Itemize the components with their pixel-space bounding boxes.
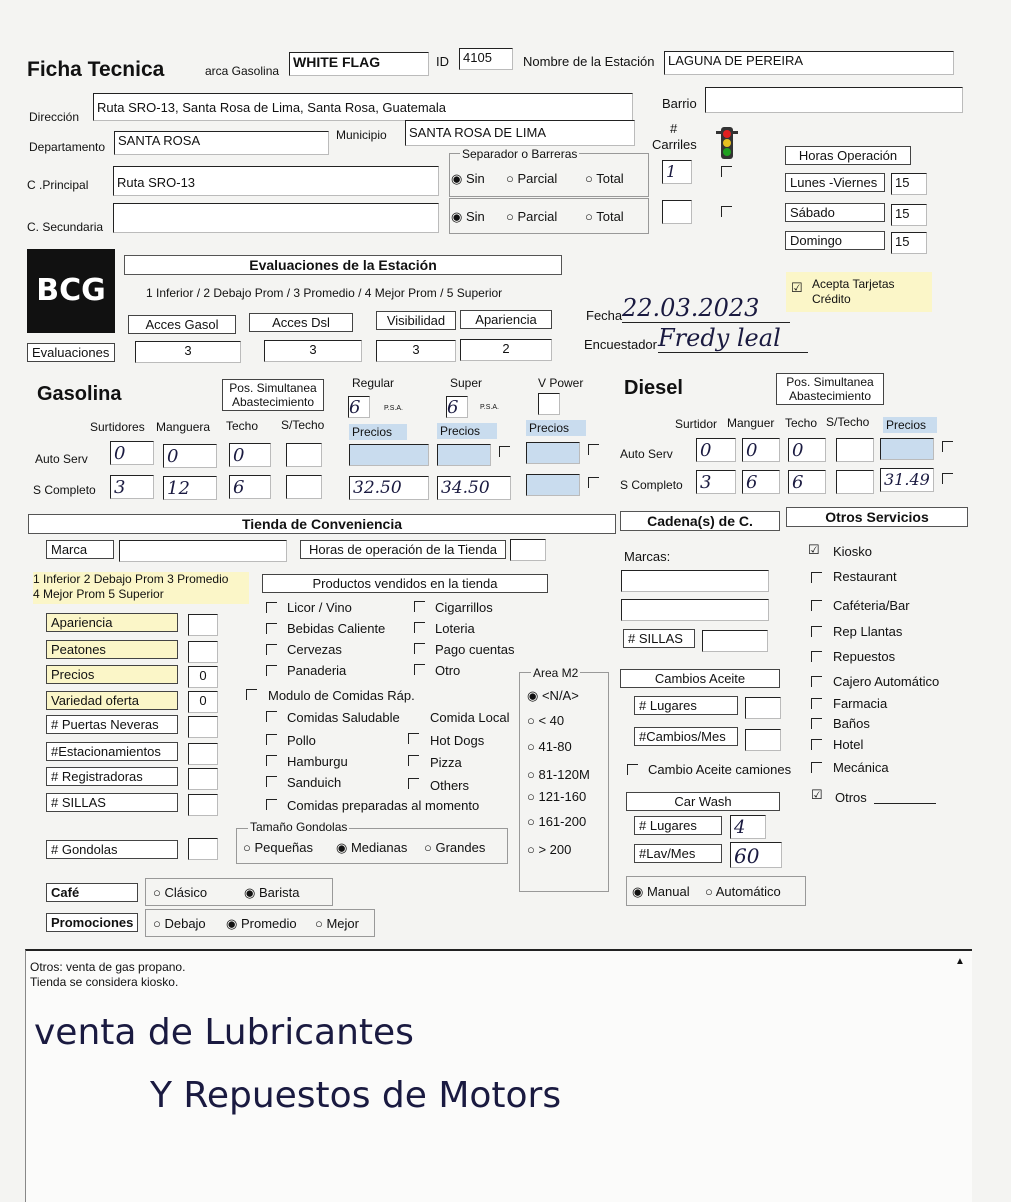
scroll-up-icon[interactable]: ▲ bbox=[955, 956, 965, 967]
area-opt-5[interactable]: ○ 161-200 bbox=[527, 814, 587, 829]
sabado-field[interactable]: 15 bbox=[891, 204, 927, 226]
gas-pos-sim-label: Pos. Simultanea Abastecimiento bbox=[222, 379, 324, 411]
cprincipal-field[interactable]: Ruta SRO-13 bbox=[113, 166, 439, 196]
diesel-as-surt-value: 0 bbox=[700, 440, 712, 461]
mecanica-check[interactable] bbox=[811, 762, 822, 773]
tienda-title: Tienda de Conveniencia bbox=[28, 514, 616, 534]
notes-line2: Tienda se considera kiosko. bbox=[30, 975, 179, 989]
acces-dsl-label: Acces Dsl bbox=[249, 313, 353, 332]
diesel-as-surt-field[interactable] bbox=[696, 438, 736, 462]
separador1-parcial[interactable]: ○ Parcial bbox=[506, 171, 558, 186]
cadena-sillas-field[interactable] bbox=[702, 630, 768, 652]
departamento-label: Departamento bbox=[29, 140, 106, 154]
debajo-label: Debajo bbox=[164, 916, 206, 931]
variedad-label: Variedad oferta bbox=[46, 691, 178, 710]
techo-header: Techo bbox=[226, 419, 259, 433]
tienda-scale bbox=[33, 572, 249, 604]
gas-sc-mang-field[interactable] bbox=[163, 476, 217, 500]
lav-mes-label: #Lav/Mes bbox=[634, 844, 722, 863]
regular-label: Regular bbox=[352, 376, 395, 390]
cigarrillos-check[interactable] bbox=[414, 601, 425, 612]
gas-as-stecho-field[interactable] bbox=[286, 443, 322, 467]
car-wash-label: Car Wash bbox=[626, 792, 780, 811]
cigarrillos-label: Cigarrillos bbox=[435, 600, 493, 615]
gas-as-techo-field[interactable] bbox=[229, 443, 271, 467]
apariencia-label: Apariencia bbox=[460, 310, 552, 329]
eval-acces-gasol-field[interactable]: 3 bbox=[135, 341, 241, 363]
camiones-check[interactable] bbox=[627, 764, 638, 775]
cambios-mes-label: #Cambios/Mes bbox=[634, 727, 738, 746]
tarjetas-check[interactable]: ☑ bbox=[791, 280, 803, 295]
separador1-sin-label: Sin bbox=[465, 171, 485, 186]
marca-field[interactable]: WHITE FLAG bbox=[289, 52, 429, 76]
bebidas-label: Bebidas Caliente bbox=[287, 621, 386, 636]
area-group bbox=[519, 672, 609, 892]
pizza-check[interactable] bbox=[408, 755, 419, 766]
carriles-field-1[interactable] bbox=[662, 160, 692, 184]
diesel-stecho-header: S/Techo bbox=[826, 415, 870, 429]
loteria-check[interactable] bbox=[414, 622, 425, 633]
diesel-sc-surt-field[interactable] bbox=[696, 470, 736, 494]
cw-lugares-field[interactable] bbox=[730, 815, 766, 839]
id-field[interactable]: 4105 bbox=[459, 48, 513, 70]
diesel-as-techo-field[interactable] bbox=[788, 438, 826, 462]
others-check[interactable] bbox=[408, 778, 419, 789]
departamento-field[interactable]: SANTA ROSA bbox=[114, 131, 329, 155]
cambios-lugares-label: # Lugares bbox=[634, 696, 738, 715]
cw-lugares-label: # Lugares bbox=[634, 816, 722, 835]
eval-visibilidad-field[interactable]: 3 bbox=[376, 340, 456, 362]
manual-label: Manual bbox=[646, 884, 690, 899]
csecundaria-field[interactable] bbox=[113, 203, 439, 233]
eval-acces-dsl-field[interactable]: 3 bbox=[264, 340, 362, 362]
hamburgu-check[interactable] bbox=[266, 755, 277, 766]
tienda-apariencia-label: Apariencia bbox=[46, 613, 178, 632]
gas-as-surt-value: 0 bbox=[114, 443, 126, 464]
gas-sc-mang-value: 12 bbox=[167, 478, 190, 499]
stecho-header: S/Techo bbox=[281, 418, 325, 432]
diesel-as-check[interactable] bbox=[942, 441, 953, 452]
horas-label: Horas Operación bbox=[785, 146, 911, 165]
otro-check[interactable] bbox=[414, 664, 425, 675]
diesel-title: Diesel bbox=[624, 377, 683, 399]
diesel-sc-check[interactable] bbox=[942, 473, 953, 484]
vpower-psa-field[interactable] bbox=[538, 393, 560, 415]
panaderia-check[interactable] bbox=[266, 665, 277, 676]
preparadas-check[interactable] bbox=[266, 799, 277, 810]
registradoras-field[interactable] bbox=[188, 768, 218, 790]
area-opt-2-label: 41-80 bbox=[538, 739, 572, 754]
direccion-label: Dirección bbox=[29, 110, 80, 124]
area-opt-6-label: > 200 bbox=[538, 842, 572, 857]
otro-label: Otro bbox=[435, 663, 461, 678]
bcg-logo: BCG bbox=[27, 249, 115, 333]
gasolina-title: Gasolina bbox=[37, 383, 122, 405]
rep-llantas-label: Rep Llantas bbox=[833, 624, 903, 639]
carriles-check-1[interactable] bbox=[721, 166, 732, 177]
tienda-sillas-field[interactable] bbox=[188, 794, 218, 816]
hamburgu-label: Hamburgu bbox=[287, 754, 348, 769]
productos-label: Productos vendidos en la tienda bbox=[262, 574, 548, 593]
gas-sc-precio-super[interactable] bbox=[437, 476, 511, 500]
notes-line1: Otros: venta de gas propano. bbox=[30, 960, 186, 974]
pollo-label: Pollo bbox=[287, 733, 316, 748]
precio-super-value: 34.50 bbox=[441, 478, 490, 498]
licor-label: Licor / Vino bbox=[287, 600, 352, 615]
gondolas-field[interactable] bbox=[188, 838, 218, 860]
gas-as-check-2[interactable] bbox=[588, 444, 599, 455]
separador2-sin[interactable]: ◉ Sin bbox=[451, 209, 485, 224]
evaluaciones-row-label: Evaluaciones bbox=[27, 343, 115, 362]
marca-label: arca Gasolina bbox=[205, 64, 280, 78]
area-opt-1-label: < 40 bbox=[538, 713, 565, 728]
municipio-label: Municipio bbox=[336, 128, 387, 142]
tienda-marca-field[interactable] bbox=[119, 540, 287, 562]
precio-regular-value: 32.50 bbox=[353, 478, 402, 498]
diesel-sc-surt-value: 3 bbox=[700, 472, 712, 493]
precios-vpower-header: Precios bbox=[526, 420, 586, 436]
registradoras-label: # Registradoras bbox=[46, 767, 178, 786]
repuestos-label: Repuestos bbox=[833, 649, 896, 664]
area-title: Area M2 bbox=[533, 666, 579, 680]
hotdogs-check[interactable] bbox=[408, 733, 419, 744]
banos-label: Baños bbox=[833, 716, 870, 731]
diesel-sc-techo-value: 6 bbox=[792, 472, 804, 493]
evaluaciones-scale: 1 Inferior / 2 Debajo Prom / 3 Promedio / 4 Mejor Prom / 5 Superior bbox=[146, 286, 503, 300]
pago-label: Pago cuentas bbox=[435, 642, 515, 657]
diesel-sc-mang-value: 6 bbox=[746, 472, 758, 493]
automatico-radio[interactable]: ○ Automático bbox=[705, 884, 781, 899]
mejor-radio[interactable]: ○ Mejor bbox=[315, 916, 359, 931]
fecha-label: Fecha bbox=[586, 308, 623, 323]
diesel-precio-value: 31.49 bbox=[884, 470, 930, 489]
manguera-header: Manguera bbox=[156, 420, 211, 434]
notes-handwritten-2: Y Repuestos de Motors bbox=[150, 1075, 562, 1116]
estacionamientos-field[interactable] bbox=[188, 743, 218, 765]
restaurant-check[interactable] bbox=[811, 572, 822, 583]
carriles-field-2[interactable] bbox=[662, 200, 692, 224]
pollo-check[interactable] bbox=[266, 734, 277, 745]
nombre-label: Nombre de la Estación bbox=[523, 54, 655, 69]
gas-as-precio-regular[interactable] bbox=[349, 444, 429, 466]
peatones-label: Peatones bbox=[46, 640, 178, 659]
rep-llantas-check[interactable] bbox=[811, 626, 822, 637]
vpower-label: V Power bbox=[538, 376, 584, 390]
carriles-hash: # bbox=[670, 121, 678, 136]
visibilidad-label: Visibilidad bbox=[376, 311, 456, 330]
cafeteria-check[interactable] bbox=[811, 600, 822, 611]
separador2-total-label: Total bbox=[596, 209, 624, 224]
cprincipal-label: C .Principal bbox=[27, 178, 89, 192]
diesel-as-precio[interactable] bbox=[880, 438, 934, 460]
marcas-label: Marcas: bbox=[624, 549, 671, 564]
carriles-value: 1 bbox=[666, 162, 677, 181]
tarjetas-label: Acepta Tarjetas Crédito bbox=[812, 277, 895, 306]
gondolas-label: # Gondolas bbox=[46, 840, 178, 859]
super-psa-label: P.S.A. bbox=[480, 404, 499, 411]
encuestador-label: Encuestador bbox=[584, 337, 657, 352]
hotel-check[interactable] bbox=[811, 739, 822, 750]
tienda-marca-label: Marca bbox=[46, 540, 114, 559]
puertas-label: # Puertas Neveras bbox=[46, 715, 178, 734]
eval-apariencia-field[interactable]: 2 bbox=[460, 339, 552, 361]
nombre-field[interactable]: LAGUNA DE PEREIRA bbox=[664, 51, 954, 75]
sanduich-check[interactable] bbox=[266, 776, 277, 787]
cajero-check[interactable] bbox=[811, 676, 822, 687]
tamano-label: Tamaño Gondolas bbox=[250, 820, 348, 834]
pequenas-label: Pequeñas bbox=[254, 840, 314, 855]
diesel-as-stecho-field[interactable] bbox=[836, 438, 874, 462]
gas-sc-precio-vpower[interactable] bbox=[526, 474, 580, 496]
diesel-manguer-header: Manguer bbox=[727, 416, 775, 430]
gas-sc-surt-field[interactable] bbox=[110, 475, 154, 499]
cervezas-label: Cervezas bbox=[287, 642, 342, 657]
gas-as-precio-vpower[interactable] bbox=[526, 442, 580, 464]
mejor-label: Mejor bbox=[326, 916, 359, 931]
marcas-field-2[interactable] bbox=[621, 599, 769, 621]
barrio-field[interactable] bbox=[705, 87, 963, 113]
promociones-label: Promociones bbox=[46, 913, 138, 932]
diesel-sc-techo-field[interactable] bbox=[788, 470, 826, 494]
pequenas-radio[interactable]: ○ Pequeñas bbox=[243, 840, 314, 855]
hotdogs-label: Hot Dogs bbox=[430, 733, 485, 748]
tienda-scale-line2: 4 Mejor Prom 5 Superior bbox=[33, 587, 164, 601]
lunes-label: Lunes -Viernes bbox=[785, 173, 885, 192]
precios-super-header: Precios bbox=[437, 423, 497, 439]
gas-as-check-1[interactable] bbox=[499, 446, 510, 457]
separador1-total[interactable]: ○ Total bbox=[585, 171, 624, 186]
gas-s-completo-label: S Completo bbox=[33, 483, 96, 497]
direccion-field[interactable]: Ruta SRO-13, Santa Rosa de Lima, Santa Rosa, Guatemala bbox=[93, 93, 633, 121]
regular-psa-field[interactable] bbox=[348, 396, 370, 418]
gas-sc-surt-value: 3 bbox=[114, 477, 126, 498]
preparadas-label: Comidas preparadas al momento bbox=[287, 798, 480, 813]
lav-mes-field[interactable] bbox=[730, 842, 782, 868]
diesel-auto-serv-label: Auto Serv bbox=[620, 447, 673, 461]
separador2-parcial[interactable]: ○ Parcial bbox=[506, 209, 558, 224]
domingo-label: Domingo bbox=[785, 231, 885, 250]
separador-label: Separador o Barreras bbox=[462, 147, 578, 161]
area-opt-4[interactable]: ○ 121-160 bbox=[527, 789, 587, 804]
peatones-field[interactable] bbox=[188, 641, 218, 663]
gas-auto-serv-label: Auto Serv bbox=[35, 452, 88, 466]
licor-check[interactable] bbox=[266, 602, 277, 613]
separador2-parcial-label: Parcial bbox=[517, 209, 558, 224]
modulo-label: Modulo de Comidas Ráp. bbox=[268, 688, 415, 703]
area-opt-2[interactable]: ○ 41-80 bbox=[527, 739, 572, 754]
cafe-label: Café bbox=[46, 883, 138, 902]
tienda-apariencia-field[interactable] bbox=[188, 614, 218, 636]
gas-as-mang-value: 0 bbox=[167, 446, 179, 467]
tienda-scale-line1: 1 Inferior 2 Debajo Prom 3 Promedio bbox=[33, 572, 229, 586]
encuestador-value[interactable]: Fredy leal bbox=[658, 324, 808, 353]
sabado-label: Sábado bbox=[785, 203, 885, 222]
precios-regular-header: Precios bbox=[349, 424, 407, 440]
puertas-field[interactable] bbox=[188, 716, 218, 738]
diesel-sc-precio[interactable] bbox=[880, 468, 934, 492]
grandes-radio[interactable]: ○ Grandes bbox=[424, 840, 486, 855]
diesel-as-mang-field[interactable] bbox=[742, 438, 780, 462]
restaurant-label: Restaurant bbox=[833, 569, 897, 584]
gas-sc-stecho-field[interactable] bbox=[286, 475, 322, 499]
diesel-sc-stecho-field[interactable] bbox=[836, 470, 874, 494]
panaderia-label: Panaderia bbox=[287, 663, 347, 678]
comida-local-label: Comida Local bbox=[430, 710, 510, 725]
otros-check[interactable]: ☑ bbox=[811, 787, 823, 802]
modulo-check[interactable] bbox=[246, 689, 257, 700]
area-opt-3[interactable]: ○ 81-120M bbox=[527, 767, 590, 782]
cambios-mes-field[interactable] bbox=[745, 729, 781, 751]
banos-check[interactable] bbox=[811, 718, 822, 729]
gas-as-mang-field[interactable] bbox=[163, 444, 217, 468]
promedio-label: Promedio bbox=[240, 916, 297, 931]
kiosko-check[interactable]: ☑ bbox=[808, 542, 820, 557]
others-label: Others bbox=[430, 778, 470, 793]
saludable-label: Comidas Saludable bbox=[287, 710, 400, 725]
tienda-precios-field[interactable]: 0 bbox=[188, 666, 218, 688]
surtidores-header: Surtidores bbox=[90, 420, 145, 434]
bebidas-check[interactable] bbox=[266, 623, 277, 634]
manual-radio[interactable]: ◉ Manual bbox=[632, 884, 690, 899]
evaluaciones-title: Evaluaciones de la Estación bbox=[124, 255, 562, 275]
medianas-label: Medianas bbox=[350, 840, 408, 855]
lav-mes-value: 60 bbox=[734, 844, 760, 868]
diesel-techo-header: Techo bbox=[785, 416, 818, 430]
separador2-sin-label: Sin bbox=[465, 209, 485, 224]
camiones-label: Cambio Aceite camiones bbox=[648, 762, 792, 777]
medianas-radio[interactable]: ◉ Medianas bbox=[336, 840, 408, 855]
grandes-label: Grandes bbox=[435, 840, 486, 855]
tienda-horas-field[interactable] bbox=[510, 539, 546, 561]
super-psa-value: 6 bbox=[447, 397, 459, 418]
barista-radio[interactable]: ◉ Barista bbox=[244, 885, 300, 900]
diesel-as-techo-value: 0 bbox=[792, 440, 804, 461]
loteria-label: Loteria bbox=[435, 621, 475, 636]
fecha-value[interactable]: 22.03.2023 bbox=[622, 294, 790, 323]
gas-as-surt-field[interactable] bbox=[110, 441, 154, 465]
diesel-s-completo-label: S Completo bbox=[620, 478, 683, 492]
regular-psa-value: 6 bbox=[349, 397, 361, 418]
farmacia-label: Farmacia bbox=[833, 696, 888, 711]
hotel-label: Hotel bbox=[833, 737, 864, 752]
gas-sc-techo-value: 6 bbox=[233, 477, 245, 498]
clasico-radio[interactable]: ○ Clásico bbox=[153, 885, 208, 900]
diesel-as-mang-value: 0 bbox=[746, 440, 758, 461]
tienda-sillas-label: # SILLAS bbox=[46, 793, 178, 812]
mecanica-label: Mecánica bbox=[833, 760, 889, 775]
regular-psa-label: P.S.A. bbox=[384, 405, 403, 412]
diesel-pos-sim-label: Pos. Simultanea Abastecimiento bbox=[776, 373, 884, 405]
gas-sc-techo-field[interactable] bbox=[229, 475, 271, 499]
carriles-check-2[interactable] bbox=[721, 206, 732, 217]
municipio-field[interactable]: SANTA ROSA DE LIMA bbox=[405, 120, 635, 146]
id-label: ID bbox=[436, 54, 449, 69]
cambios-label: Cambios Aceite bbox=[620, 669, 780, 688]
acces-gasol-label: Acces Gasol bbox=[128, 315, 236, 334]
tienda-horas-label: Horas de operación de la Tienda bbox=[300, 540, 506, 559]
traffic-light-icon bbox=[714, 125, 740, 161]
pizza-label: Pizza bbox=[430, 755, 462, 770]
super-psa-field[interactable] bbox=[446, 396, 468, 418]
marcas-field-1[interactable] bbox=[621, 570, 769, 592]
servicios-title: Otros Servicios bbox=[786, 507, 968, 527]
cw-lugares-value: 4 bbox=[734, 817, 746, 838]
lunes-field[interactable]: 15 bbox=[891, 173, 927, 195]
debajo-radio[interactable]: ○ Debajo bbox=[153, 916, 206, 931]
cambios-lugares-field[interactable] bbox=[745, 697, 781, 719]
pago-check[interactable] bbox=[414, 643, 425, 654]
form-title: Ficha Tecnica bbox=[27, 58, 165, 81]
separador2-total[interactable]: ○ Total bbox=[585, 209, 624, 224]
cadena-title: Cadena(s) de C. bbox=[620, 511, 780, 531]
saludable-check[interactable] bbox=[266, 711, 277, 722]
cervezas-check[interactable] bbox=[266, 644, 277, 655]
super-label: Super bbox=[450, 376, 483, 390]
farmacia-check[interactable] bbox=[811, 698, 822, 709]
variedad-field[interactable]: 0 bbox=[188, 691, 218, 713]
automatico-label: Automático bbox=[715, 884, 781, 899]
area-opt-3-label: 81-120M bbox=[538, 767, 590, 782]
gas-sc-check-2[interactable] bbox=[588, 477, 599, 488]
domingo-field[interactable]: 15 bbox=[891, 232, 927, 254]
cadena-sillas-label: # SILLAS bbox=[623, 629, 695, 648]
gas-as-precio-super[interactable] bbox=[437, 444, 491, 466]
notes-handwritten-1: venta de Lubricantes bbox=[34, 1012, 414, 1053]
estacionamientos-label: #Estacionamientos bbox=[46, 742, 178, 761]
area-opt-5-label: 161-200 bbox=[538, 814, 587, 829]
carriles-label: Carriles bbox=[652, 137, 697, 152]
separador1-parcial-label: Parcial bbox=[517, 171, 558, 186]
csecundaria-label: C. Secundaria bbox=[27, 220, 104, 234]
separador1-total-label: Total bbox=[596, 171, 624, 186]
promedio-radio[interactable]: ◉ Promedio bbox=[226, 916, 297, 931]
separador1-sin[interactable]: ◉ Sin bbox=[451, 171, 485, 186]
kiosko-label: Kiosko bbox=[833, 544, 873, 559]
area-opt-0-label: <N/A> bbox=[541, 688, 579, 703]
diesel-precios-header: Precios bbox=[883, 417, 937, 433]
cafeteria-label: Caféteria/Bar bbox=[833, 598, 910, 613]
otros-label: Otros bbox=[835, 790, 867, 805]
barista-label: Barista bbox=[258, 885, 300, 900]
diesel-sc-mang-field[interactable] bbox=[742, 470, 780, 494]
gas-sc-precio-regular[interactable] bbox=[349, 476, 429, 500]
sanduich-label: Sanduich bbox=[287, 775, 342, 790]
area-opt-4-label: 121-160 bbox=[538, 789, 587, 804]
gas-as-techo-value: 0 bbox=[233, 445, 245, 466]
otros-line bbox=[874, 803, 936, 804]
repuestos-check[interactable] bbox=[811, 651, 822, 662]
cajero-label: Cajero Automático bbox=[833, 674, 940, 689]
barrio-label: Barrio bbox=[662, 96, 697, 111]
area-opt-1[interactable]: ○ < 40 bbox=[527, 713, 565, 728]
area-opt-0[interactable]: ◉ <N/A> bbox=[527, 688, 579, 703]
diesel-surtidor-header: Surtidor bbox=[675, 417, 718, 431]
clasico-label: Clásico bbox=[164, 885, 208, 900]
area-opt-6[interactable]: ○ > 200 bbox=[527, 842, 572, 857]
tienda-precios-label: Precios bbox=[46, 665, 178, 684]
